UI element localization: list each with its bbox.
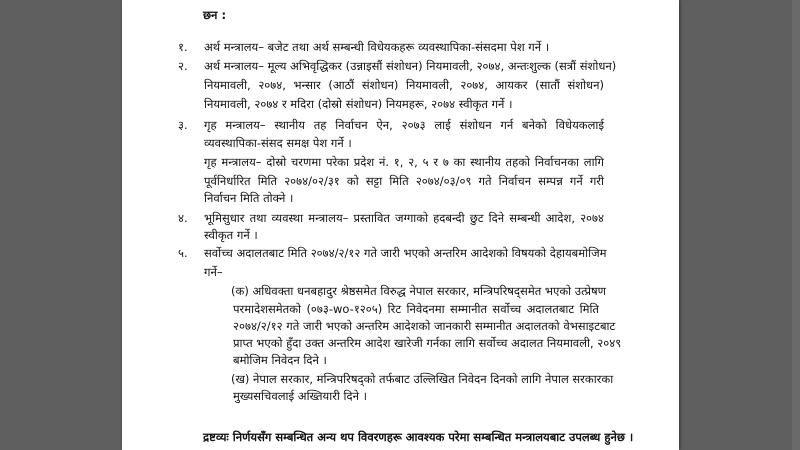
subitem-line: परमादेशसमेतको (०७३-wo-१२०५) रिट निवेदनमा सम्मानीत सर्वोच्च अदालतबाट मिति (233, 302, 599, 316)
subitem-line: (ख) नेपाल सरकार, मन्त्रिपरिषद्को तर्फबाट उल्लिखित निवेदन दिनको लागि नेपाल सरकारका (231, 372, 614, 386)
item-number: ५. (178, 246, 188, 260)
item-line: निर्वाचन मिति तोक्ने । (204, 191, 294, 205)
item-number: ४. (178, 211, 188, 225)
item-line: स्वीकृत गर्ने । (204, 228, 258, 242)
subitem-line: मुख्यसचिवलाई अख्तियारी दिने । (233, 389, 368, 403)
subitem-line: २०७४/२/१२ गते जारी भएको अन्तरिम आदेशको जानकारी सम्मानीत अदालतको वेभसाइटबाट (233, 319, 616, 333)
heading-fragment: छन : (203, 8, 227, 22)
item-line: नियमावली, २०७४, भन्सार (आठौं संशोधन) नियमावली, २०७४, आयकर (सातौं संशोधन) (204, 78, 604, 92)
scrollbar[interactable] (792, 0, 800, 450)
item-number: १. (178, 40, 188, 54)
item-line: व्यवस्थापिका-संसद समक्ष पेश गर्ने । (204, 136, 352, 150)
item-line: भूमिसुधार तथा व्यवस्था मन्त्रालय– प्रस्तावित जग्गाको हदबन्दी छुट दिने सम्बन्धी आदेश, २०७४ (204, 211, 604, 225)
document-page (122, 0, 679, 450)
footnote: द्रष्टव्यः निर्णयसँग सम्बन्धित अन्य थप विवरणहरू आवश्यक परेमा सम्बन्धित मन्त्रालयबाट उपलब्ध हुनेछ । (203, 430, 634, 444)
item-line: गृह मन्त्रालय– स्थानीय तह निर्वाचन ऐन, २०७३ लाई संशोधन गर्न बनेको विधेयकलाई (204, 118, 604, 132)
item-line: अर्थ मन्त्रालय– बजेट तथा अर्थ सम्बन्धी विधेयकहरू व्यवस्थापिका-संसदमा पेश गर्ने । (204, 40, 550, 54)
item-line: सर्वोच्च अदालतबाट मिति २०७४/२/१२ गते जारी भएको अन्तरिम आदेशको विषयको देहायबमोजिम (204, 246, 607, 260)
item-line: गृह मन्त्रालय– दोस्रो चरणमा परेका प्रदेश नं. १, २, ५ र ७ का स्थानीय तहको निर्वाचनका लागि (204, 155, 604, 169)
subitem-line: (क) अधिवक्ता धनबहादुर श्रेष्ठसमेत विरुद्ध नेपाल सरकार, मन्त्रिपरिषद्समेत भएको उत्प्रेषण (231, 284, 606, 298)
item-number: २. (178, 59, 188, 73)
subitem-line: प्राप्त भएको हुँदा उक्त अन्तरिम आदेश खारेजी गर्नका लागि सर्वोच्च अदालत नियमावली, २०४९ (233, 336, 622, 350)
item-number: ३. (178, 118, 188, 132)
subitem-line: बमोजिम निवेदन दिने । (233, 353, 327, 367)
item-line: पूर्वनिर्धारित मिति २०७४/०२/३१ को सट्टा मिति २०७४/०३/०९ गते निर्वाचन सम्पन्न गर्ने गरी (204, 174, 604, 188)
item-line: गर्ने– (204, 265, 223, 279)
item-line: नियमावली, २०७४ र मदिरा (दोस्रो संशोधन) नियमहरू, २०७४ स्वीकृत गर्ने । (204, 97, 513, 111)
item-line: अर्थ मन्त्रालय– मूल्य अभिवृद्धिकर (उन्नाइसौं संशोधन) नियमावली, २०७४, अन्तःशुल्क (सत्रौं संशोधन) (204, 59, 617, 73)
